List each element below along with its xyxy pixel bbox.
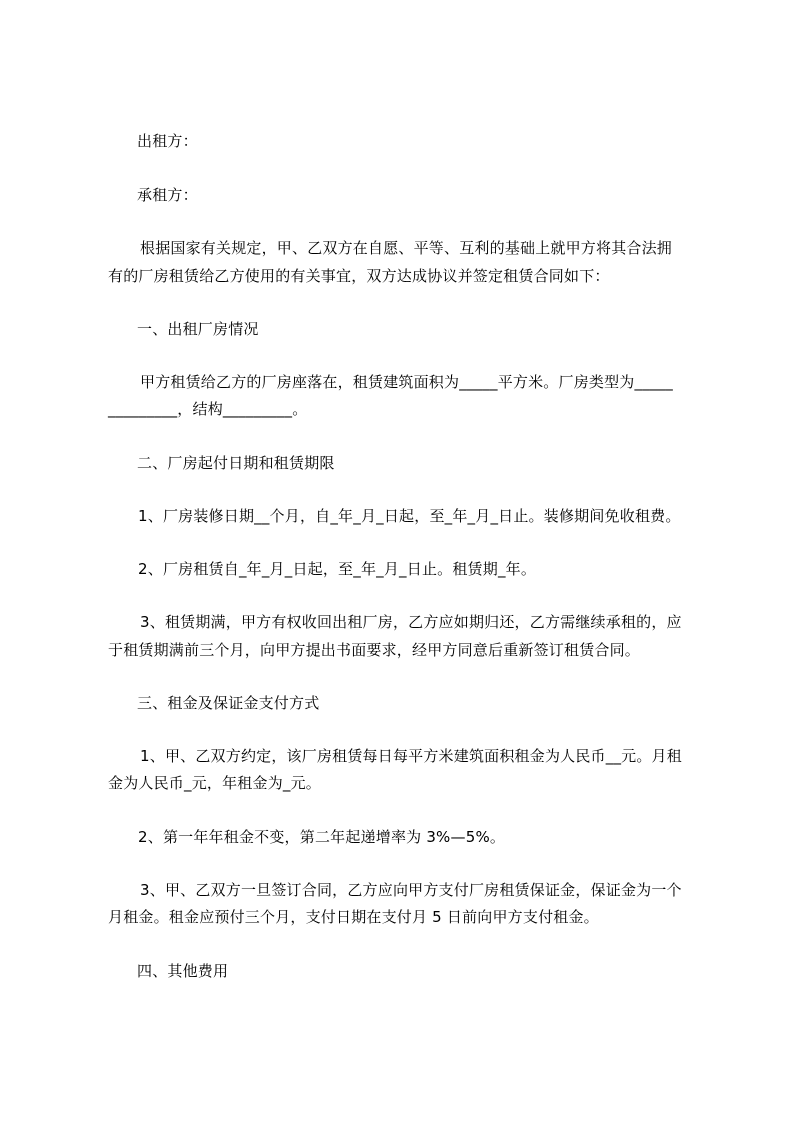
clause-3-3-line-2: 月租金。租金应预付三个月，支付日期在支付月 5 日前向甲方支付租金。 (108, 908, 599, 926)
clause-2-3-line-2: 于租赁期满前三个月，向甲方提出书面要求，经甲方同意后重新签订租赁合同。 (108, 641, 641, 659)
section-heading-4: 四、其他费用 (137, 962, 229, 980)
clause-3-3-line-1: 3、甲、乙双方一旦签订合同，乙方应向甲方支付厂房租赁保证金，保证金为一个 (140, 881, 682, 899)
preamble-line-2: 有的厂房租赁给乙方使用的有关事宜，双方达成协议并签定租赁合同如下： (108, 267, 610, 285)
preamble-line-1: 根据国家有关规定，甲、乙双方在自愿、平等、互利的基础上就甲方将其合法拥 (140, 239, 673, 257)
section-heading-3: 三、租金及保证金支付方式 (137, 694, 320, 712)
clause-2-1: 1、厂房装修日期__个月，自_年_月_日起，至_年_月_日止。装修期间免收租费。 (138, 507, 681, 525)
lessee-line: 承租方： (137, 186, 198, 204)
clause-3-1-line-1: 1、甲、乙双方约定，该厂房租赁每日每平方米建筑面积租金为人民币__元。月租 (140, 747, 682, 765)
section-heading-2: 二、厂房起付日期和租赁期限 (137, 454, 335, 472)
section-1-paragraph-line-1: 甲方租赁给乙方的厂房座落在，租赁建筑面积为_____平方米。厂房类型为_____ (140, 373, 674, 391)
clause-3-1-line-2: 金为人民币_元，年租金为_元。 (108, 774, 322, 792)
clause-3-2: 2、第一年年租金不变，第二年起递增率为 3%—5%。 (138, 828, 506, 846)
clause-2-2: 2、厂房租赁自_年_月_日起，至_年_月_日止。租赁期_年。 (138, 560, 537, 578)
clause-2-3-line-1: 3、租赁期满，甲方有权收回出租厂房，乙方应如期归还，乙方需继续承租的，应 (140, 613, 682, 631)
lessor-line: 出租方： (137, 132, 198, 150)
section-heading-1: 一、出租厂房情况 (137, 320, 259, 338)
section-1-paragraph-line-2: _________，结构_________。 (108, 400, 308, 418)
